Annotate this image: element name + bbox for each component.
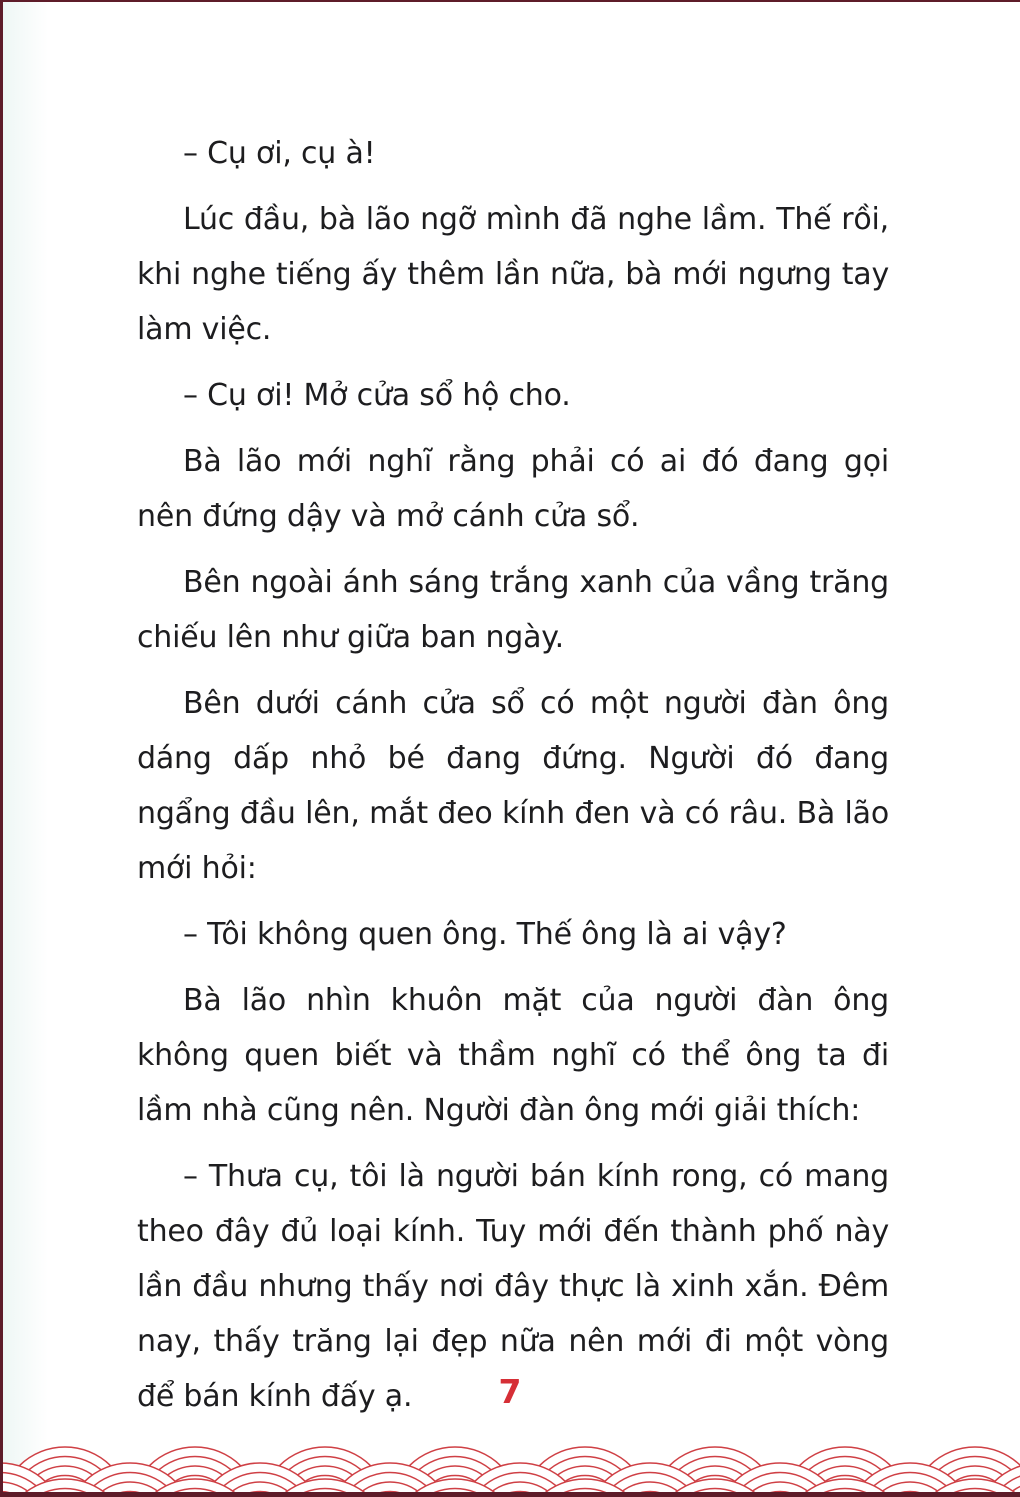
story-text-block bbox=[137, 0, 889, 1435]
story-paragraph: Bên dưới cánh cửa sổ có một người đàn ông dáng dấp nhỏ bé đang đứng. Người đó đang ngẩng đầu lên, mắt đeo kính đen và có râu. Bà lão mới hỏi: bbox=[137, 686, 889, 886]
seigaiha-wave-pattern-icon bbox=[0, 1421, 1020, 1497]
scan-gutter-shading bbox=[0, 0, 48, 1497]
story-paragraph: Lúc đầu, bà lão ngỡ mình đã nghe lầm. Thế rồi, khi nghe tiếng ấy thêm lần nữa, bà mới ngưng tay làm việc. bbox=[137, 202, 889, 347]
story-paragraph: – Thưa cụ, tôi là người bán kính rong, có mang theo đây đủ loại kính. Tuy mới đến thành phố này lần đầu nhưng thấy nơi đây thực là xinh xắn. Đêm nay, thấy trăng lại đẹp nữa nên mới đi một vòng để bán kính đấy ạ. bbox=[137, 1159, 889, 1414]
story-paragraph: – Cụ ơi! Mở cửa sổ hộ cho. bbox=[183, 378, 571, 413]
page-number: 7 bbox=[498, 1372, 522, 1411]
story-paragraph: Bà lão mới nghĩ rằng phải có ai đó đang gọi nên đứng dậy và mở cánh cửa sổ. bbox=[137, 444, 889, 534]
story-paragraph: Bên ngoài ánh sáng trắng xanh của vầng trăng chiếu lên như giữa ban ngày. bbox=[137, 565, 889, 655]
bottom-border-line bbox=[0, 1492, 1020, 1497]
story-paragraph: Bà lão nhìn khuôn mặt của người đàn ông không quen biết và thầm nghĩ có thể ông ta đi lầm nhà cũng nên. Người đàn ông mới giải thích: bbox=[137, 983, 889, 1128]
story-paragraph: – Cụ ơi, cụ à! bbox=[183, 136, 376, 171]
story-paragraph: – Tôi không quen ông. Thế ông là ai vậy? bbox=[183, 917, 787, 952]
